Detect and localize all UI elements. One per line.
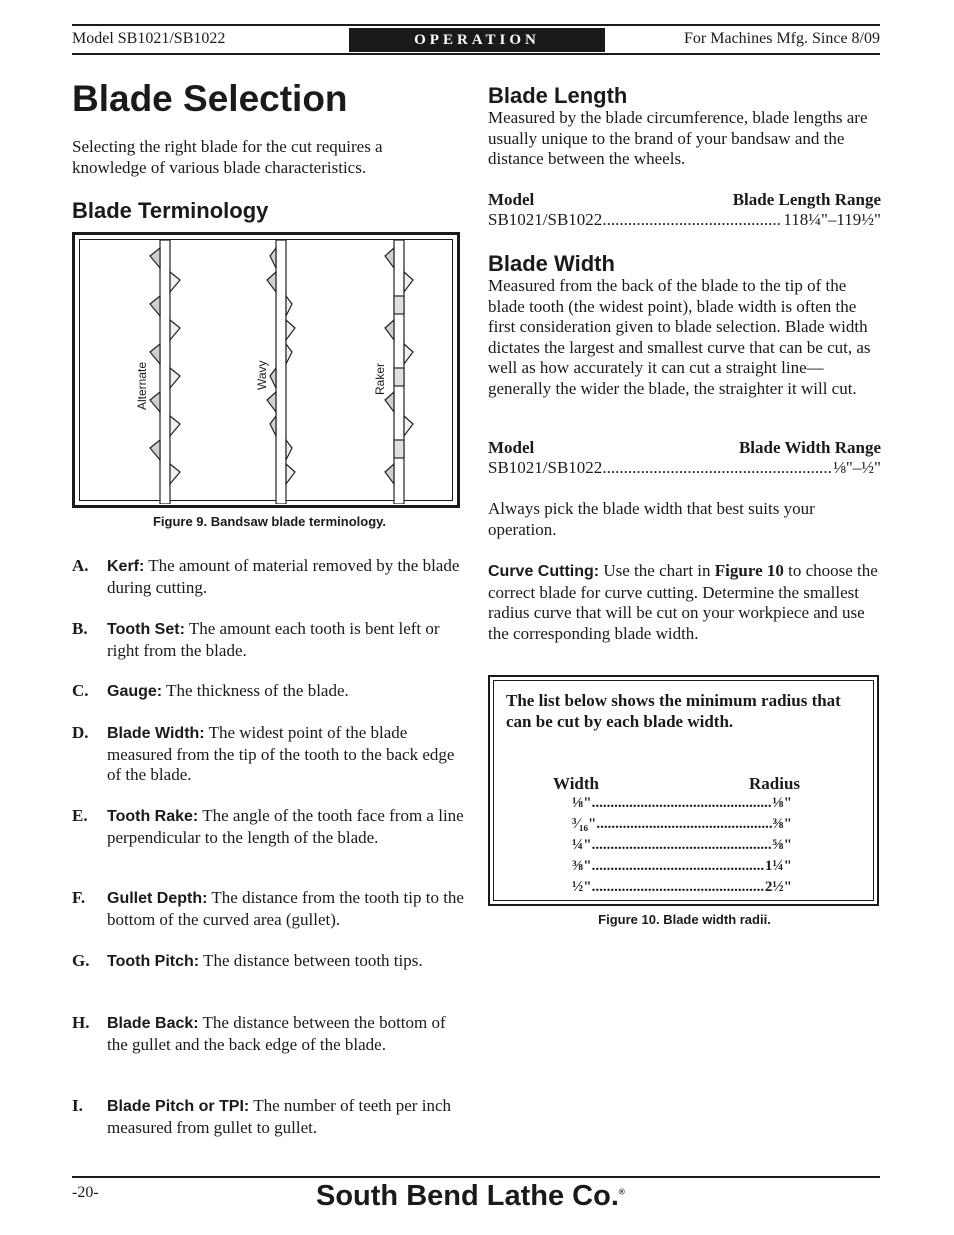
- blade-width-row: [488, 458, 881, 478]
- raker-blade-graphic: [385, 240, 413, 504]
- radius-col-radius: Radius: [749, 774, 801, 793]
- term-letter: G.: [72, 951, 90, 970]
- page-number: -20-: [72, 1184, 99, 1201]
- term-letter: H.: [72, 1013, 90, 1032]
- page-title: Blade Selection: [72, 78, 348, 119]
- term-text: The widest point of the blade measured from the tip of the tooth to the back edge of the blade.: [107, 723, 455, 784]
- blade-length-row-model: SB1021/SB1022: [488, 210, 603, 229]
- radius-row-width: ³⁄₁₆": [572, 816, 597, 832]
- radius-row-width: ½": [572, 879, 592, 895]
- term-name: Blade Pitch or TPI:: [107, 1098, 250, 1115]
- header-rule-top: [72, 24, 880, 26]
- radius-row-radius: 2½": [764, 879, 792, 895]
- brand-name: South Bend Lathe Co.: [316, 1180, 619, 1212]
- header-section-band: OPERATION: [349, 28, 605, 52]
- alternate-label: Alternate: [135, 361, 149, 410]
- radius-row-radius: 1¼": [764, 858, 792, 874]
- curve-cutting-post: to choose the correct blade for curve cutting. Determine the smallest radius curve that will be cut on your workpiece and use the corresponding blade width.: [488, 561, 878, 643]
- radius-row: [572, 816, 792, 833]
- leader-dots: [602, 210, 781, 230]
- curve-cutting-pre: Use the chart in: [603, 561, 711, 580]
- term-text: The amount each tooth is bent left or right from the blade.: [107, 619, 440, 660]
- registered-mark: ®: [618, 1187, 625, 1197]
- term-letter: D.: [72, 723, 89, 742]
- blade-length-row-value: 118¼"–119½": [783, 210, 881, 229]
- blade-length-paragraph: Measured by the blade circumference, blade lengths are usually unique to the brand of your bandsaw and the distance between the wheels.: [488, 108, 868, 168]
- blade-width-row-model: SB1021/SB1022: [488, 458, 603, 477]
- radius-row-radius: ⅝": [772, 837, 792, 853]
- blade-width-radii-box: [488, 675, 879, 906]
- blade-length-col-model: Model: [488, 190, 535, 209]
- figure-10-caption: Figure 10. Blade width radii.: [598, 912, 771, 927]
- figure-9-caption: Figure 9. Bandsaw blade terminology.: [152, 514, 387, 529]
- alternate-blade-graphic: [150, 240, 180, 504]
- term-text: The distance between tooth tips.: [203, 951, 423, 970]
- blade-terminology-heading: Blade Terminology: [72, 198, 269, 223]
- term-name: Tooth Pitch:: [107, 953, 200, 970]
- term-text: The distance from the tooth tip to the bottom of the curved area (gullet).: [107, 888, 464, 929]
- blade-diagram: [80, 240, 456, 504]
- blade-length-col-range: Blade Length Range: [732, 190, 881, 209]
- radius-row: [572, 858, 792, 875]
- term-letter: B.: [72, 619, 88, 638]
- term-name: Blade Width:: [107, 725, 205, 742]
- header-rule-bottom: [72, 53, 880, 55]
- term-name: Gauge:: [107, 683, 163, 700]
- term-text: The amount of material removed by the blade during cutting.: [107, 556, 460, 597]
- radius-row-width: ¼": [572, 837, 592, 853]
- header-mfg-date: For Machines Mfg. Since 8/09: [684, 30, 880, 47]
- radius-row: [572, 837, 792, 854]
- leader-dots: [602, 458, 831, 478]
- blade-width-paragraph: Measured from the back of the blade to the tip of the blade tooth (the widest point), blade width is often the first consideration given to blade selection. Blade width dictates the largest and smallest curve that can be cut, as well as how accurately it can cut a straight line—generally the wider the blade, the straighter it will cut.: [488, 276, 871, 398]
- blade-width-table-header: [488, 438, 881, 458]
- term-text: The distance between the bottom of the gullet and the back edge of the blade.: [107, 1013, 446, 1054]
- term-name: Tooth Rake:: [107, 808, 199, 825]
- blade-terminology-figure: [72, 232, 460, 508]
- radius-box-intro: The list below shows the minimum radius that can be cut by each blade width.: [506, 691, 841, 731]
- term-text: The angle of the tooth face from a line perpendicular to the length of the blade.: [107, 806, 464, 847]
- footer-rule: [72, 1176, 880, 1178]
- wavy-label: Wavy: [255, 360, 269, 390]
- term-letter: A.: [72, 556, 89, 575]
- radius-col-width: Width: [553, 774, 599, 793]
- blade-width-row-value: ⅛"–½": [833, 458, 881, 477]
- radius-row: [572, 795, 792, 812]
- leader-dots: [592, 795, 773, 812]
- figure-inner-frame: [79, 239, 453, 501]
- blade-width-col-range: Blade Width Range: [738, 438, 881, 457]
- leader-dots: [596, 816, 772, 833]
- term-text: The number of teeth per inch measured from gullet to gullet.: [107, 1096, 451, 1137]
- blade-length-row: [488, 210, 881, 230]
- raker-label: Raker: [373, 362, 387, 395]
- term-name: Kerf:: [107, 558, 145, 575]
- curve-cutting-label: Curve Cutting:: [488, 563, 600, 580]
- wavy-blade-graphic: [267, 240, 295, 504]
- radius-row-radius: ⅜": [772, 816, 792, 832]
- radius-row-radius: ⅛": [772, 795, 792, 811]
- term-letter: E.: [72, 806, 88, 825]
- radius-row: [572, 879, 792, 896]
- header-model: Model SB1021/SB1022: [72, 30, 226, 47]
- term-name: Tooth Set:: [107, 621, 185, 638]
- term-text: The thickness of the blade.: [166, 681, 349, 700]
- intro-paragraph: Selecting the right blade for the cut requires a knowledge of various blade characteristics.: [72, 137, 383, 177]
- term-name: Blade Back:: [107, 1015, 199, 1032]
- blade-width-heading: Blade Width: [488, 251, 615, 276]
- term-letter: C.: [72, 681, 89, 700]
- blade-length-table-header: [488, 190, 881, 210]
- term-letter: F.: [72, 888, 86, 907]
- term-name: Gullet Depth:: [107, 890, 208, 907]
- brand-logo: [316, 1180, 625, 1213]
- radius-row-width: ⅜": [572, 858, 592, 874]
- leader-dots: [592, 837, 773, 854]
- curve-cutting-paragraph: [488, 561, 880, 644]
- figure-10-reference[interactable]: Figure 10: [714, 561, 784, 580]
- box-inner-frame: [493, 680, 874, 901]
- blade-width-advice: Always pick the blade width that best suits your operation.: [488, 499, 815, 539]
- radius-row-width: ⅛": [572, 795, 592, 811]
- blade-length-heading: Blade Length: [488, 83, 628, 108]
- blade-width-col-model: Model: [488, 438, 535, 457]
- term-letter: I.: [72, 1096, 83, 1115]
- leader-dots: [592, 858, 765, 875]
- leader-dots: [592, 879, 765, 896]
